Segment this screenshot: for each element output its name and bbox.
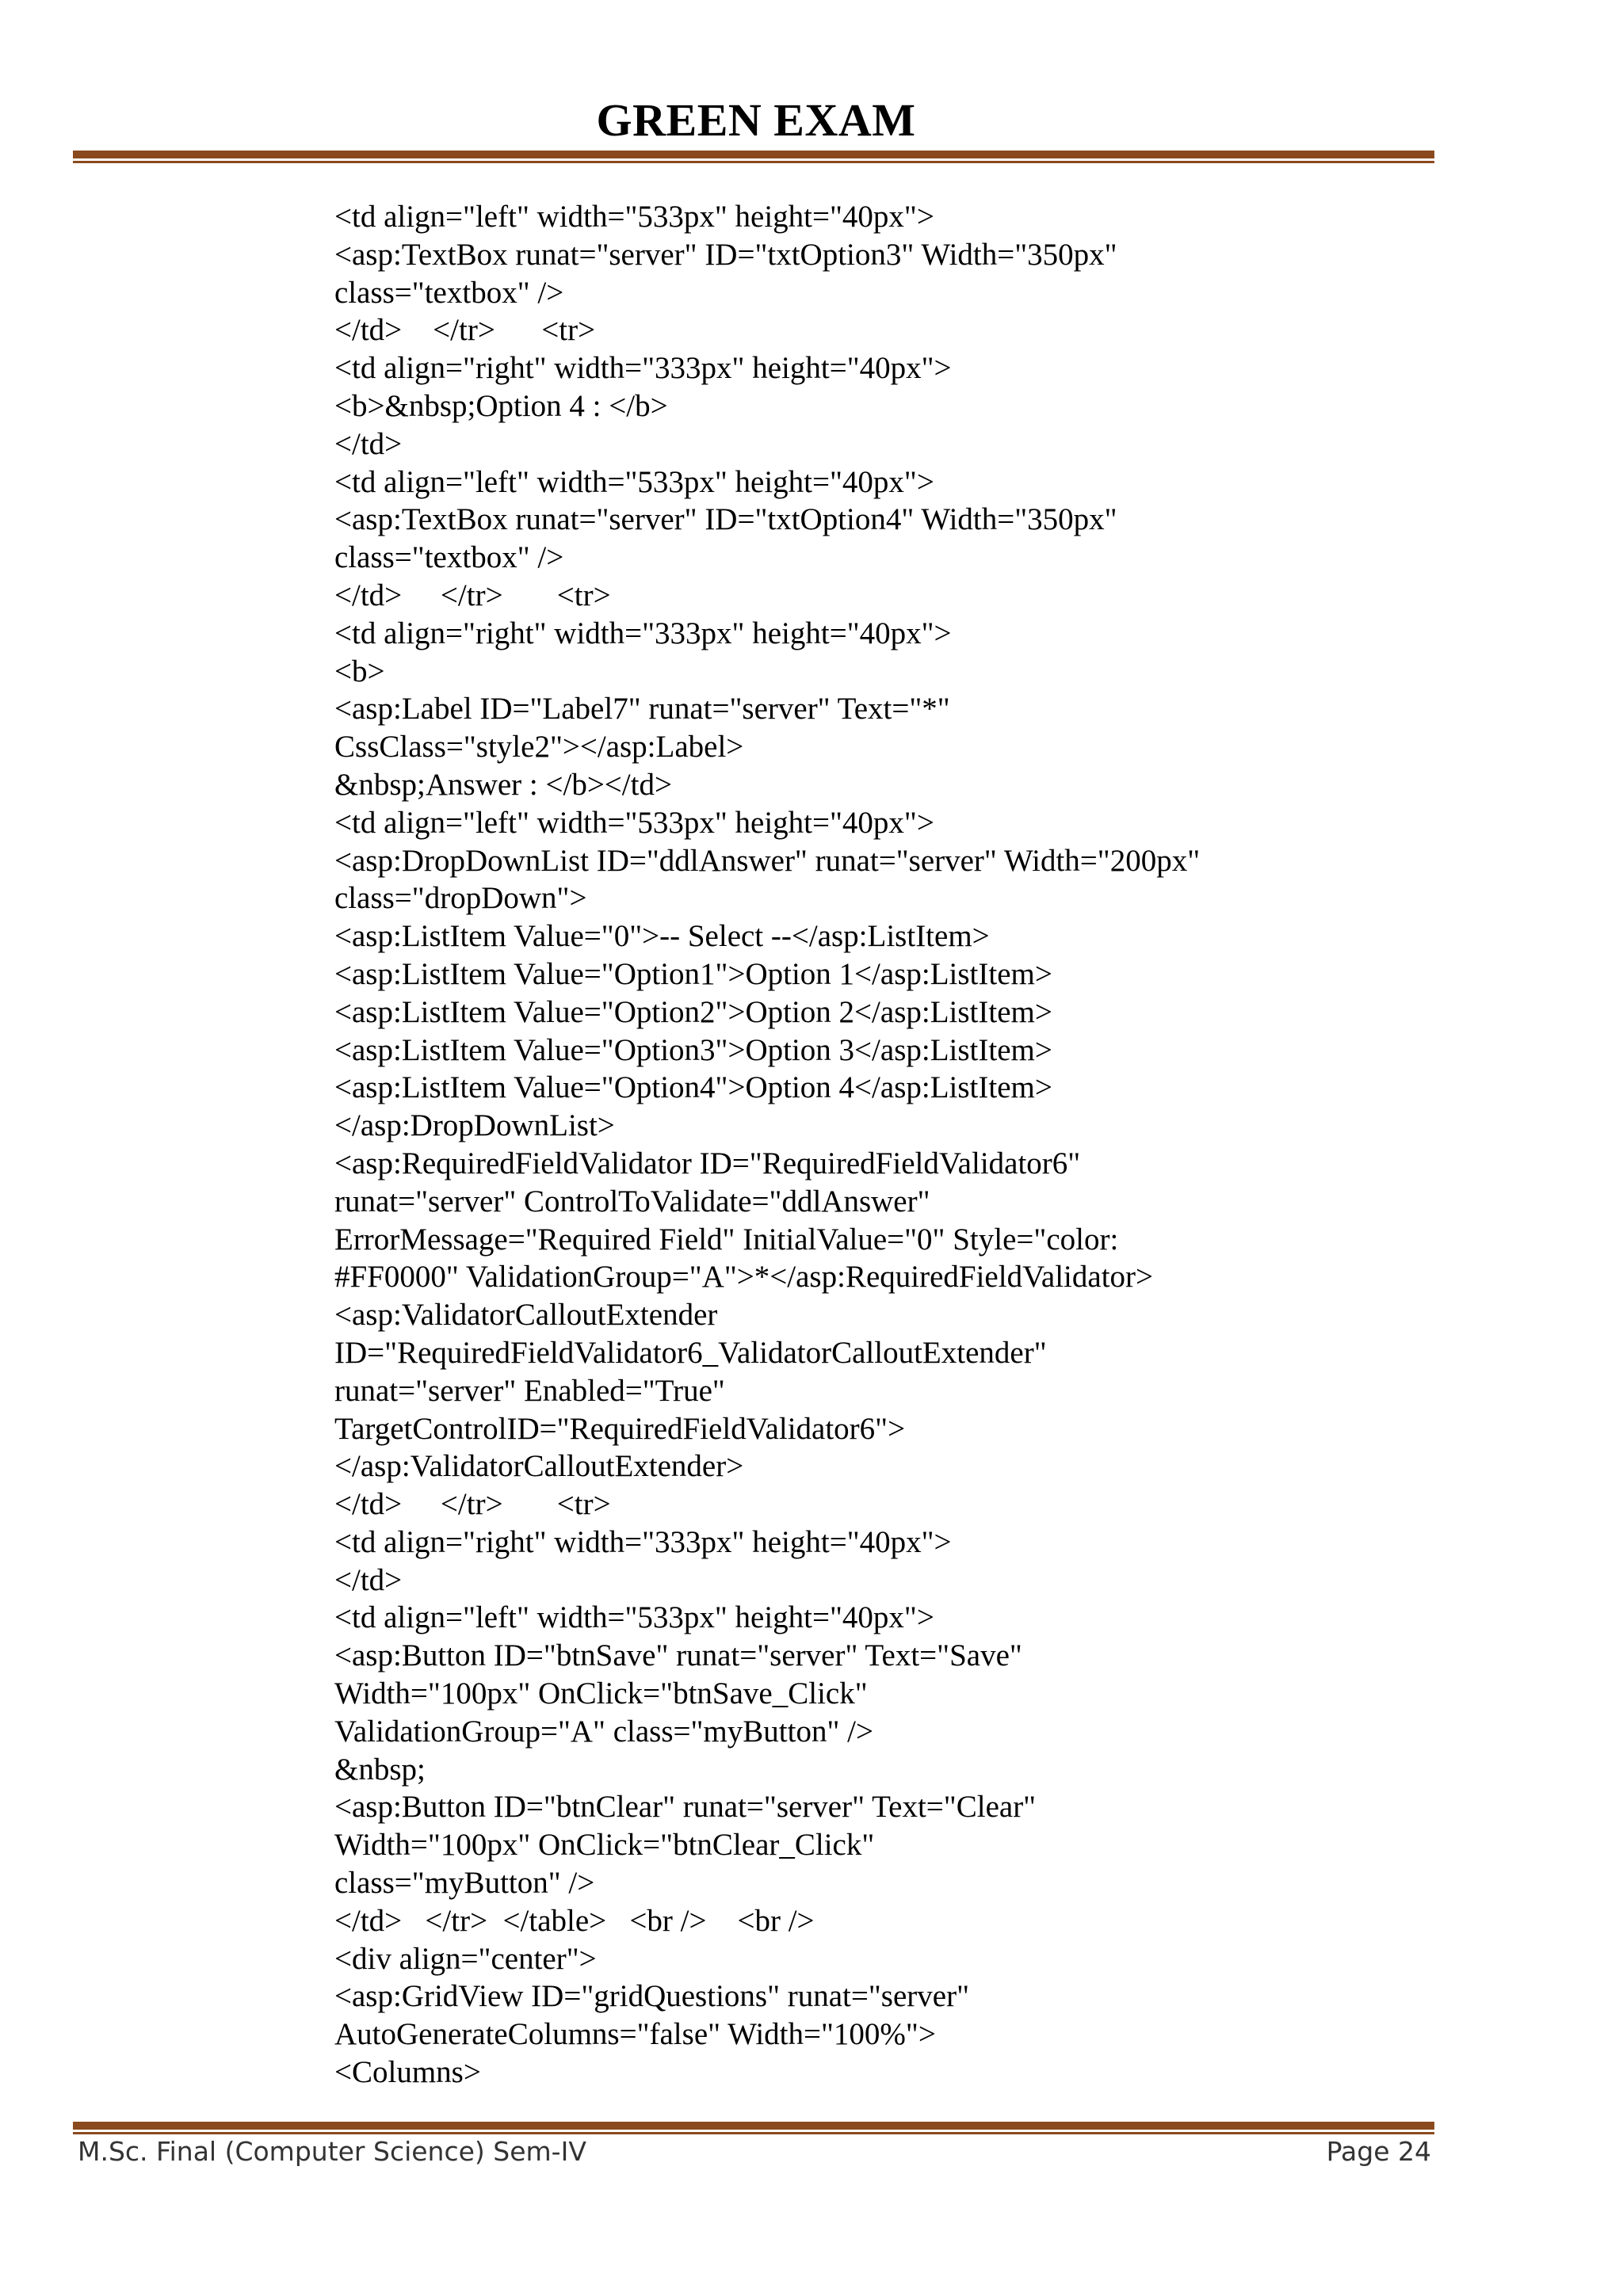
code-line: class="myButton" /> bbox=[334, 1866, 595, 1901]
code-line: </td> </tr> <tr> bbox=[334, 578, 611, 612]
code-line: <td align="right" width="333px" height="40px"> bbox=[334, 616, 952, 650]
code-line: <asp:TextBox runat="server" ID="txtOption4" Width="350px" bbox=[334, 502, 1117, 537]
code-line: <asp:DropDownList ID="ddlAnswer" runat="server" Width="200px" bbox=[334, 843, 1201, 878]
code-line: <asp:ValidatorCalloutExtender bbox=[334, 1298, 718, 1333]
code-line: class="textbox" /> bbox=[334, 540, 564, 575]
code-line: runat="server" Enabled="True" bbox=[334, 1373, 725, 1408]
code-line: TargetControlID="RequiredFieldValidator6"> bbox=[334, 1411, 906, 1446]
footer-page-number: Page 24 bbox=[1326, 2136, 1431, 2167]
code-line: <td align="left" width="533px" height="40px"> bbox=[334, 1600, 934, 1635]
footer-rule-thin bbox=[73, 2132, 1434, 2134]
code-line: </td> bbox=[334, 426, 403, 461]
code-line: #FF0000" ValidationGroup="A">*</asp:RequiredFieldValidator> bbox=[334, 1260, 1154, 1295]
code-line: runat="server" ControlToValidate="ddlAnswer" bbox=[334, 1184, 930, 1219]
code-line: <asp:TextBox runat="server" ID="txtOption3" Width="350px" bbox=[334, 237, 1117, 272]
footer-rule-thick bbox=[73, 2122, 1434, 2130]
code-line: <td align="left" width="533px" height="40px"> bbox=[334, 464, 934, 499]
code-line: <td align="right" width="333px" height="40px"> bbox=[334, 1524, 952, 1559]
code-line: class="dropDown"> bbox=[334, 881, 587, 916]
code-line: <asp:ListItem Value="Option3">Option 3</asp:ListItem> bbox=[334, 1032, 1052, 1067]
header-rule-thick bbox=[73, 151, 1434, 158]
code-line: class="textbox" /> bbox=[334, 275, 564, 310]
code-line: CssClass="style2"></asp:Label> bbox=[334, 730, 744, 765]
code-line: <asp:Button ID="btnClear" runat="server" Text="Clear" bbox=[334, 1790, 1037, 1825]
header-rule-thin bbox=[73, 161, 1434, 163]
code-line: <asp:ListItem Value="0">-- Select --</asp:ListItem> bbox=[334, 919, 990, 954]
code-line: <div align="center"> bbox=[334, 1941, 597, 1976]
code-line: <asp:GridView ID="gridQuestions" runat="server" bbox=[334, 1979, 969, 2014]
code-line: <td align="left" width="533px" height="40px"> bbox=[334, 805, 934, 840]
code-line: AutoGenerateColumns="false" Width="100%"> bbox=[334, 2017, 936, 2052]
code-line: <asp:RequiredFieldValidator ID="RequiredFieldValidator6" bbox=[334, 1146, 1081, 1180]
code-line: ValidationGroup="A" class="myButton" /> bbox=[334, 1714, 873, 1749]
code-line: </td> </tr> <tr> bbox=[334, 1487, 611, 1522]
code-line: <td align="right" width="333px" height="40px"> bbox=[334, 351, 952, 386]
code-line: <asp:ListItem Value="Option1">Option 1</asp:ListItem> bbox=[334, 956, 1052, 991]
code-line: &nbsp; bbox=[334, 1752, 426, 1787]
code-line: </td> </tr> </table> <br /> <br /> bbox=[334, 1903, 815, 1938]
code-line: <b> bbox=[334, 654, 385, 688]
page-header-title: GREEN EXAM bbox=[596, 94, 916, 146]
code-line: </td> </tr> <tr> bbox=[334, 313, 596, 348]
code-listing bbox=[334, 198, 1460, 2092]
code-line: Width="100px" OnClick="btnSave_Click" bbox=[334, 1676, 868, 1711]
code-line: <asp:ListItem Value="Option4">Option 4</asp:ListItem> bbox=[334, 1070, 1052, 1105]
code-line: &nbsp;Answer : </b></td> bbox=[334, 767, 672, 802]
code-line: <asp:Button ID="btnSave" runat="server" Text="Save" bbox=[334, 1638, 1022, 1673]
code-line: <td align="left" width="533px" height="40px"> bbox=[334, 200, 934, 234]
footer-course-label: M.Sc. Final (Computer Science) Sem-IV bbox=[78, 2136, 586, 2167]
code-line: <asp:ListItem Value="Option2">Option 2</asp:ListItem> bbox=[334, 994, 1052, 1029]
code-line: ErrorMessage="Required Field" InitialValue="0" Style="color: bbox=[334, 1222, 1119, 1257]
code-line: </asp:DropDownList> bbox=[334, 1108, 615, 1143]
code-line: <Columns> bbox=[334, 2055, 481, 2090]
code-line: Width="100px" OnClick="btnClear_Click" bbox=[334, 1828, 875, 1863]
code-line: </asp:ValidatorCalloutExtender> bbox=[334, 1449, 744, 1484]
code-line: ID="RequiredFieldValidator6_ValidatorCalloutExtender" bbox=[334, 1335, 1047, 1370]
code-line: <b>&nbsp;Option 4 : </b> bbox=[334, 388, 668, 423]
code-line: <asp:Label ID="Label7" runat="server" Text="*" bbox=[334, 692, 950, 727]
code-line: </td> bbox=[334, 1562, 403, 1597]
